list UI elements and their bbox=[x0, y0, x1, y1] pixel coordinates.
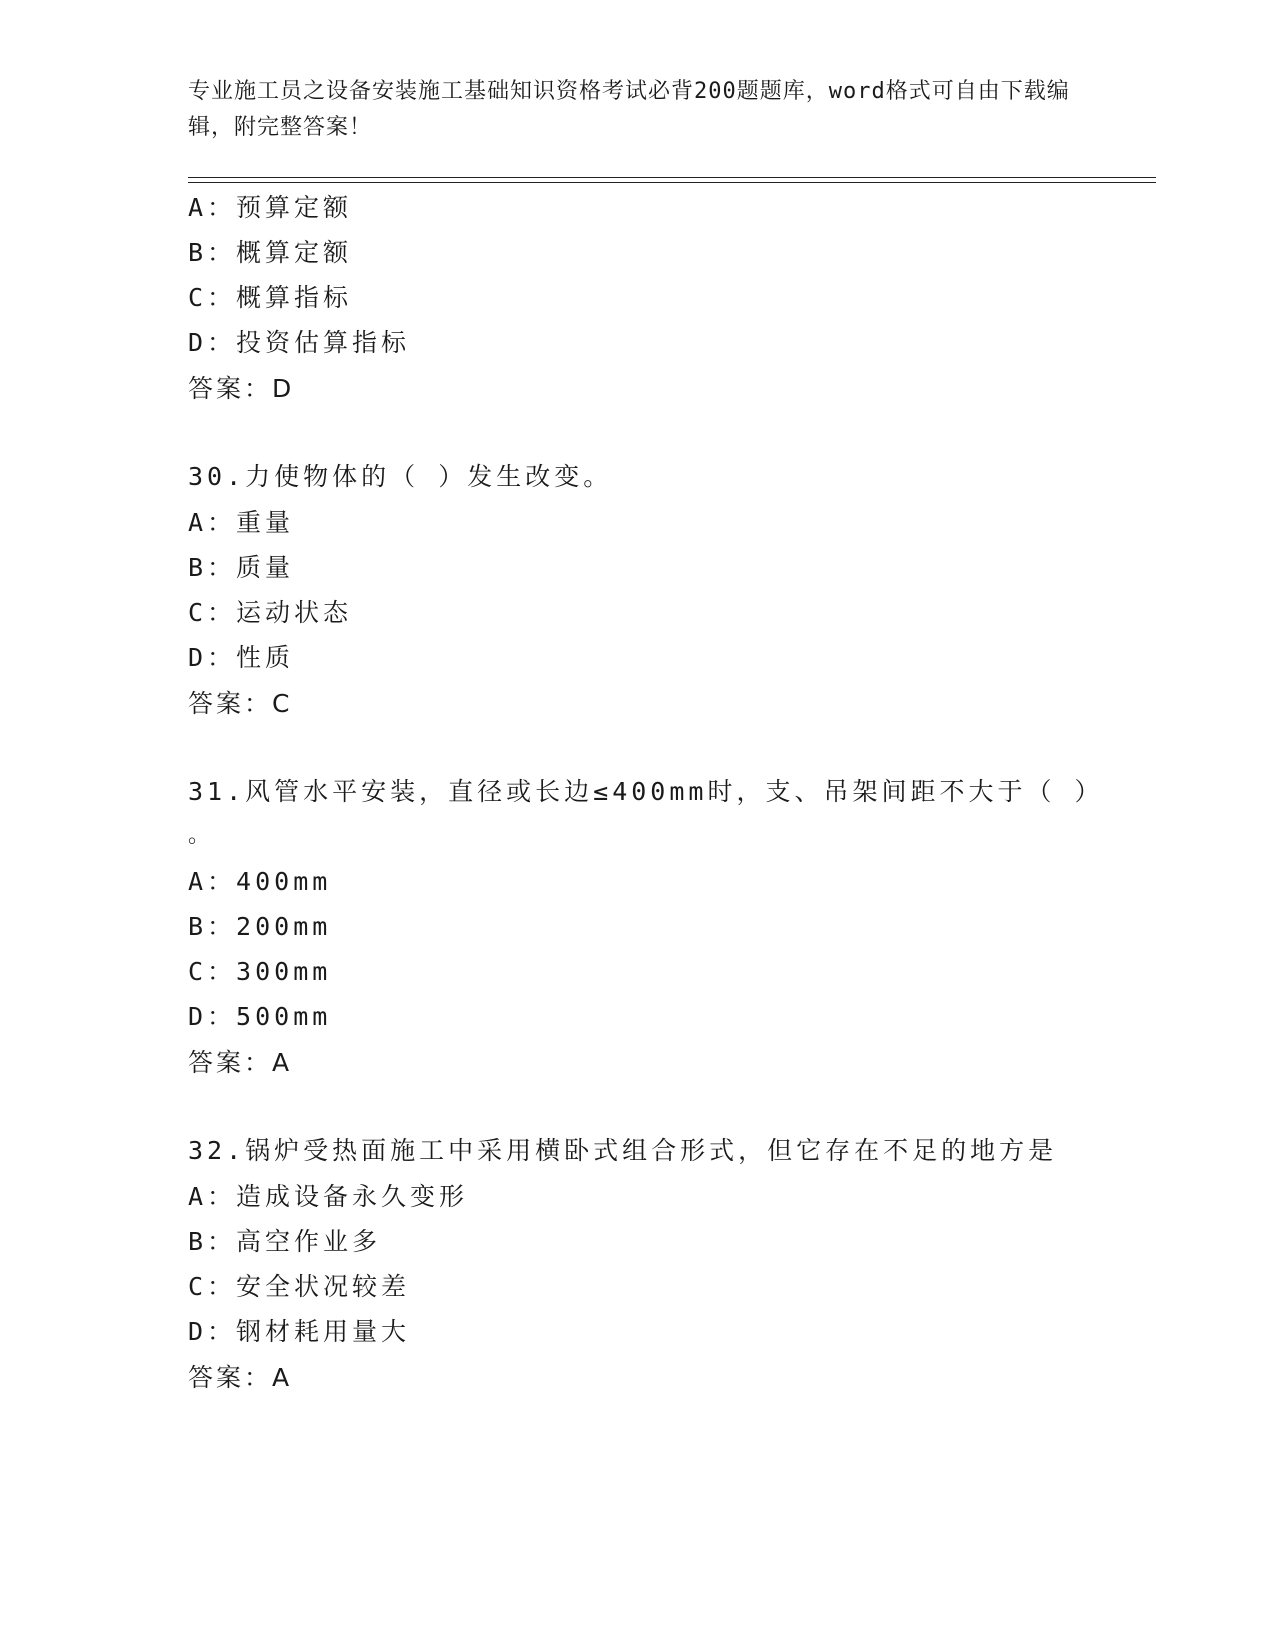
option-c: C：运动状态 bbox=[188, 598, 353, 627]
option-d: D：500mm bbox=[188, 1002, 332, 1031]
option-d: D：性质 bbox=[188, 643, 295, 672]
answer-line: 答案：A bbox=[188, 1363, 293, 1392]
option-b: B：质量 bbox=[188, 553, 295, 582]
header-divider-bottom bbox=[188, 182, 1156, 183]
option-c: C：安全状况较差 bbox=[188, 1272, 411, 1301]
option-c: C：300mm bbox=[188, 957, 332, 986]
option-a: A：预算定额 bbox=[188, 193, 353, 222]
question-stem-31: 31.风管水平安装，直径或长边≤400mm时，支、吊架间距不大于（ ） bbox=[188, 777, 1104, 806]
option-a: A：400mm bbox=[188, 867, 332, 896]
answer-line: 答案：C bbox=[188, 689, 293, 718]
question-stem-32: 32.锅炉受热面施工中采用横卧式组合形式，但它存在不足的地方是 bbox=[188, 1136, 1058, 1165]
answer-line: 答案：A bbox=[188, 1048, 293, 1077]
header-divider-top bbox=[188, 177, 1156, 178]
option-b: B：高空作业多 bbox=[188, 1227, 382, 1256]
question-stem-31-continuation: 。 bbox=[188, 823, 215, 848]
question-stem-30: 30.力使物体的（ ）发生改变。 bbox=[188, 462, 613, 491]
option-d: D：钢材耗用量大 bbox=[188, 1317, 411, 1346]
option-a: A：重量 bbox=[188, 508, 295, 537]
option-a: A：造成设备永久变形 bbox=[188, 1182, 469, 1211]
option-b: B：概算定额 bbox=[188, 238, 353, 267]
option-c: C：概算指标 bbox=[188, 283, 353, 312]
answer-line: 答案：D bbox=[188, 374, 295, 403]
document-header: 专业施工员之设备安装施工基础知识资格考试必背200题题库，word格式可自由下载编辑，附完整答案！ bbox=[188, 79, 1070, 140]
option-d: D：投资估算指标 bbox=[188, 328, 411, 357]
option-b: B：200mm bbox=[188, 912, 332, 941]
